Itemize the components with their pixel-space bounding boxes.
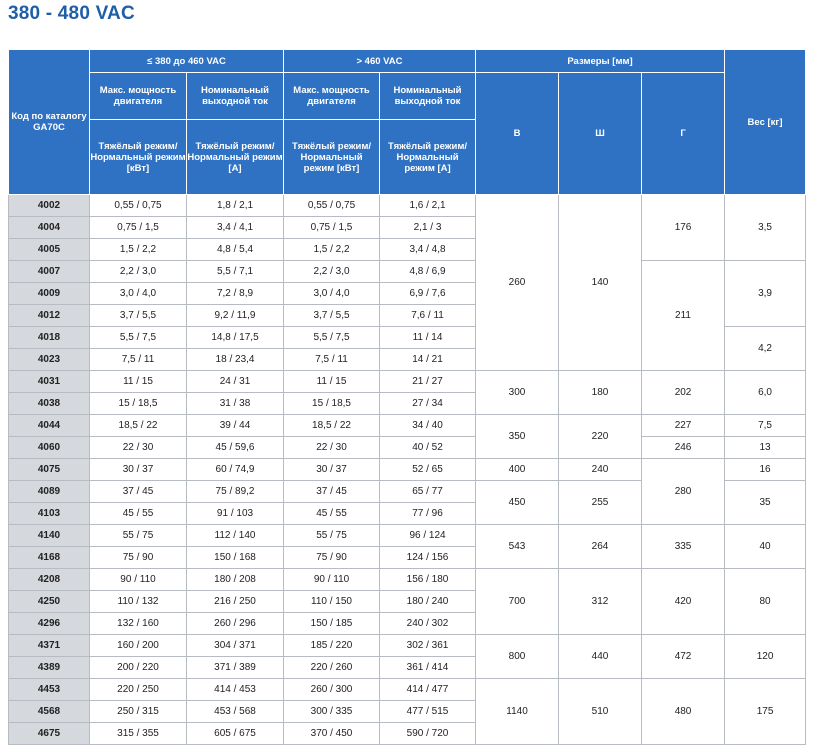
catalog-code: 4140	[9, 525, 90, 547]
cell-depth: 227	[642, 415, 725, 437]
cell-current-le460: 180 / 208	[187, 569, 284, 591]
cell-current-gt460: 156 / 180	[380, 569, 476, 591]
cell-power-le460: 75 / 90	[90, 547, 187, 569]
cell-power-gt460: 300 / 335	[284, 701, 380, 723]
cell-power-le460: 90 / 110	[90, 569, 187, 591]
table-row	[9, 437, 806, 459]
cell-depth: 480	[642, 679, 725, 745]
cell-current-le460: 5,5 / 7,1	[187, 261, 284, 283]
catalog-code: 4103	[9, 503, 90, 525]
cell-height: 400	[476, 459, 559, 481]
cell-power-le460: 3,7 / 5,5	[90, 305, 187, 327]
cell-current-gt460: 27 / 34	[380, 393, 476, 415]
cell-power-le460: 0,55 / 0,75	[90, 195, 187, 217]
cell-weight: 6,0	[725, 371, 806, 415]
group-header-le460: ≤ 380 до 460 VAC	[90, 50, 284, 73]
cell-power-le460: 30 / 37	[90, 459, 187, 481]
cell-current-gt460: 4,8 / 6,9	[380, 261, 476, 283]
cell-current-gt460: 40 / 52	[380, 437, 476, 459]
col-duty-a-header: Тяжёлый режим/ Нормальный режим [A]	[380, 120, 476, 195]
catalog-code: 4031	[9, 371, 90, 393]
table-row	[9, 679, 806, 701]
table-row	[9, 415, 806, 437]
catalog-code: 4675	[9, 723, 90, 745]
cell-power-le460: 160 / 200	[90, 635, 187, 657]
cell-power-le460: 37 / 45	[90, 481, 187, 503]
catalog-code: 4007	[9, 261, 90, 283]
catalog-code: 4168	[9, 547, 90, 569]
cell-height: 543	[476, 525, 559, 569]
cell-power-gt460: 55 / 75	[284, 525, 380, 547]
cell-current-le460: 91 / 103	[187, 503, 284, 525]
cell-weight: 80	[725, 569, 806, 635]
cell-height: 700	[476, 569, 559, 635]
col-weight-header: Вес [кг]	[725, 50, 806, 195]
cell-power-le460: 11 / 15	[90, 371, 187, 393]
cell-current-le460: 414 / 453	[187, 679, 284, 701]
cell-power-le460: 22 / 30	[90, 437, 187, 459]
cell-power-gt460: 22 / 30	[284, 437, 380, 459]
cell-current-le460: 4,8 / 5,4	[187, 239, 284, 261]
table-row	[9, 195, 806, 217]
cell-power-le460: 250 / 315	[90, 701, 187, 723]
cell-power-gt460: 2,2 / 3,0	[284, 261, 380, 283]
cell-current-gt460: 414 / 477	[380, 679, 476, 701]
cell-width: 264	[559, 525, 642, 569]
col-height-header: В	[476, 73, 559, 195]
cell-power-le460: 2,2 / 3,0	[90, 261, 187, 283]
cell-current-le460: 3,4 / 4,1	[187, 217, 284, 239]
cell-current-le460: 45 / 59,6	[187, 437, 284, 459]
catalog-code: 4023	[9, 349, 90, 371]
catalog-code: 4250	[9, 591, 90, 613]
cell-depth: 211	[642, 261, 725, 371]
cell-height: 350	[476, 415, 559, 459]
cell-current-le460: 453 / 568	[187, 701, 284, 723]
cell-current-gt460: 590 / 720	[380, 723, 476, 745]
cell-power-gt460: 75 / 90	[284, 547, 380, 569]
cell-power-le460: 55 / 75	[90, 525, 187, 547]
cell-current-le460: 112 / 140	[187, 525, 284, 547]
col-max-power-header: Макс. мощность двигателя	[90, 73, 187, 120]
cell-width: 440	[559, 635, 642, 679]
cell-current-le460: 75 / 89,2	[187, 481, 284, 503]
cell-power-gt460: 1,5 / 2,2	[284, 239, 380, 261]
col-code-header: Код по каталогу GA70C	[9, 50, 90, 195]
catalog-code: 4296	[9, 613, 90, 635]
cell-current-le460: 304 / 371	[187, 635, 284, 657]
cell-power-gt460: 7,5 / 11	[284, 349, 380, 371]
cell-power-gt460: 90 / 110	[284, 569, 380, 591]
cell-current-gt460: 21 / 27	[380, 371, 476, 393]
cell-current-gt460: 11 / 14	[380, 327, 476, 349]
cell-width: 140	[559, 195, 642, 371]
cell-current-le460: 371 / 389	[187, 657, 284, 679]
cell-power-gt460: 0,75 / 1,5	[284, 217, 380, 239]
cell-power-le460: 3,0 / 4,0	[90, 283, 187, 305]
cell-current-gt460: 302 / 361	[380, 635, 476, 657]
cell-current-le460: 150 / 168	[187, 547, 284, 569]
col-max-power-header: Макс. мощность двигателя	[284, 73, 380, 120]
cell-current-gt460: 361 / 414	[380, 657, 476, 679]
cell-weight: 16	[725, 459, 806, 481]
cell-power-gt460: 220 / 260	[284, 657, 380, 679]
cell-current-gt460: 6,9 / 7,6	[380, 283, 476, 305]
cell-width: 240	[559, 459, 642, 481]
cell-current-le460: 1,8 / 2,1	[187, 195, 284, 217]
catalog-code: 4012	[9, 305, 90, 327]
cell-power-le460: 7,5 / 11	[90, 349, 187, 371]
table-row	[9, 525, 806, 547]
cell-power-le460: 220 / 250	[90, 679, 187, 701]
catalog-code: 4060	[9, 437, 90, 459]
cell-current-gt460: 180 / 240	[380, 591, 476, 613]
cell-power-le460: 5,5 / 7,5	[90, 327, 187, 349]
cell-current-gt460: 7,6 / 11	[380, 305, 476, 327]
col-depth-header: Г	[642, 73, 725, 195]
col-rated-current-header: Номинальный выходной ток	[187, 73, 284, 120]
catalog-code: 4389	[9, 657, 90, 679]
table-row	[9, 635, 806, 657]
col-width-header: Ш	[559, 73, 642, 195]
cell-power-gt460: 110 / 150	[284, 591, 380, 613]
cell-power-le460: 0,75 / 1,5	[90, 217, 187, 239]
cell-current-le460: 260 / 296	[187, 613, 284, 635]
table-row	[9, 459, 806, 481]
cell-power-gt460: 18,5 / 22	[284, 415, 380, 437]
catalog-code: 4371	[9, 635, 90, 657]
catalog-code: 4009	[9, 283, 90, 305]
catalog-code: 4018	[9, 327, 90, 349]
cell-power-gt460: 260 / 300	[284, 679, 380, 701]
group-header-gt460: > 460 VAC	[284, 50, 476, 73]
cell-weight: 175	[725, 679, 806, 745]
col-duty-kw-header: Тяжёлый режим/ Нормальный режим [кВт]	[90, 120, 187, 195]
cell-height: 1140	[476, 679, 559, 745]
cell-power-gt460: 370 / 450	[284, 723, 380, 745]
cell-power-le460: 45 / 55	[90, 503, 187, 525]
cell-power-gt460: 45 / 55	[284, 503, 380, 525]
cell-depth: 420	[642, 569, 725, 635]
cell-depth: 246	[642, 437, 725, 459]
catalog-code: 4568	[9, 701, 90, 723]
cell-current-gt460: 3,4 / 4,8	[380, 239, 476, 261]
catalog-code: 4089	[9, 481, 90, 503]
cell-current-gt460: 240 / 302	[380, 613, 476, 635]
cell-power-gt460: 3,7 / 5,5	[284, 305, 380, 327]
cell-current-gt460: 34 / 40	[380, 415, 476, 437]
catalog-code: 4044	[9, 415, 90, 437]
cell-power-gt460: 150 / 185	[284, 613, 380, 635]
cell-depth: 176	[642, 195, 725, 261]
table-row	[9, 371, 806, 393]
cell-power-gt460: 15 / 18,5	[284, 393, 380, 415]
col-rated-current-header: Номинальный выходной ток	[380, 73, 476, 120]
cell-depth: 202	[642, 371, 725, 415]
cell-power-gt460: 185 / 220	[284, 635, 380, 657]
table-row	[9, 569, 806, 591]
cell-weight: 7,5	[725, 415, 806, 437]
cell-width: 255	[559, 481, 642, 525]
cell-height: 450	[476, 481, 559, 525]
catalog-code: 4208	[9, 569, 90, 591]
cell-current-le460: 7,2 / 8,9	[187, 283, 284, 305]
cell-power-le460: 1,5 / 2,2	[90, 239, 187, 261]
cell-power-le460: 15 / 18,5	[90, 393, 187, 415]
cell-depth: 335	[642, 525, 725, 569]
catalog-code: 4453	[9, 679, 90, 701]
cell-weight: 120	[725, 635, 806, 679]
cell-current-le460: 605 / 675	[187, 723, 284, 745]
cell-current-le460: 31 / 38	[187, 393, 284, 415]
cell-power-le460: 200 / 220	[90, 657, 187, 679]
cell-current-le460: 14,8 / 17,5	[187, 327, 284, 349]
cell-current-gt460: 1,6 / 2,1	[380, 195, 476, 217]
cell-current-gt460: 477 / 515	[380, 701, 476, 723]
cell-current-le460: 18 / 23,4	[187, 349, 284, 371]
cell-power-gt460: 0,55 / 0,75	[284, 195, 380, 217]
cell-current-gt460: 96 / 124	[380, 525, 476, 547]
cell-height: 260	[476, 195, 559, 371]
cell-power-le460: 110 / 132	[90, 591, 187, 613]
cell-width: 220	[559, 415, 642, 459]
cell-power-le460: 315 / 355	[90, 723, 187, 745]
table-row	[9, 261, 806, 283]
page-title: 380 - 480 VAC	[8, 3, 135, 24]
catalog-code: 4005	[9, 239, 90, 261]
catalog-code: 4038	[9, 393, 90, 415]
cell-power-le460: 18,5 / 22	[90, 415, 187, 437]
cell-weight: 4,2	[725, 327, 806, 371]
cell-height: 300	[476, 371, 559, 415]
cell-weight: 35	[725, 481, 806, 525]
cell-current-gt460: 14 / 21	[380, 349, 476, 371]
cell-power-gt460: 5,5 / 7,5	[284, 327, 380, 349]
cell-power-gt460: 30 / 37	[284, 459, 380, 481]
cell-width: 180	[559, 371, 642, 415]
col-duty-a-header: Тяжёлый режим/ Нормальный режим [A]	[187, 120, 284, 195]
cell-power-gt460: 37 / 45	[284, 481, 380, 503]
cell-weight: 13	[725, 437, 806, 459]
group-header-dims: Размеры [мм]	[476, 50, 725, 73]
cell-current-le460: 24 / 31	[187, 371, 284, 393]
cell-current-gt460: 2,1 / 3	[380, 217, 476, 239]
cell-height: 800	[476, 635, 559, 679]
cell-current-le460: 39 / 44	[187, 415, 284, 437]
cell-width: 510	[559, 679, 642, 745]
spec-table	[8, 49, 806, 745]
cell-weight: 3,5	[725, 195, 806, 261]
cell-current-gt460: 52 / 65	[380, 459, 476, 481]
cell-current-gt460: 124 / 156	[380, 547, 476, 569]
cell-power-gt460: 3,0 / 4,0	[284, 283, 380, 305]
cell-current-le460: 9,2 / 11,9	[187, 305, 284, 327]
cell-depth: 472	[642, 635, 725, 679]
cell-weight: 3,9	[725, 261, 806, 327]
cell-power-gt460: 11 / 15	[284, 371, 380, 393]
cell-power-le460: 132 / 160	[90, 613, 187, 635]
cell-current-le460: 216 / 250	[187, 591, 284, 613]
cell-width: 312	[559, 569, 642, 635]
catalog-code: 4002	[9, 195, 90, 217]
cell-depth: 280	[642, 459, 725, 525]
cell-current-le460: 60 / 74,9	[187, 459, 284, 481]
cell-current-gt460: 77 / 96	[380, 503, 476, 525]
cell-weight: 40	[725, 525, 806, 569]
catalog-code: 4004	[9, 217, 90, 239]
catalog-code: 4075	[9, 459, 90, 481]
col-duty-kw-header: Тяжёлый режим/ Нормальный режим [кВт]	[284, 120, 380, 195]
cell-current-gt460: 65 / 77	[380, 481, 476, 503]
